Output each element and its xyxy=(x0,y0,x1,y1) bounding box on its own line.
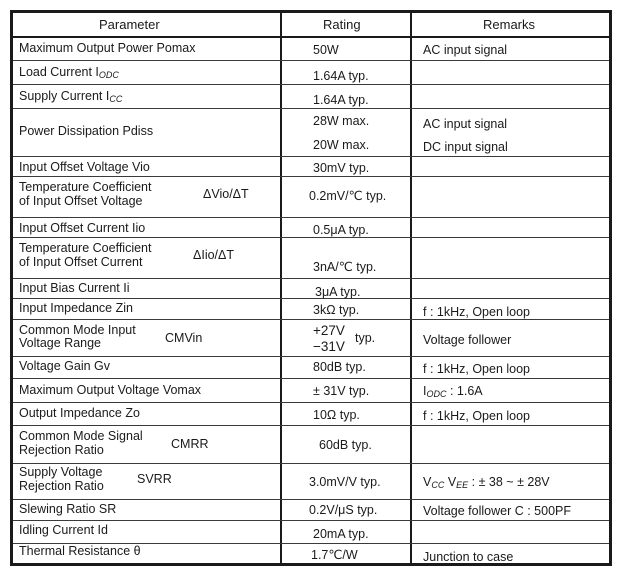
table-row: Idling Current Id 20mA typ. xyxy=(13,521,609,544)
table-row: Output Impedance Zo 10Ω typ. f : 1kHz, Open loop xyxy=(13,403,609,426)
table-row: Thermal Resistance θ 1.7℃/W Junction to case xyxy=(19,544,514,564)
table-row: Supply Current $I_{CC}$ 1.64A typ. xyxy=(13,85,609,109)
spec-table xyxy=(10,10,612,566)
table-row: Temperature Coefficient of Input Offset Voltage ΔVio/ΔT 0.2mV/℃ typ. xyxy=(13,177,609,218)
table-row: Input Impedance Zin 3kΩ typ. f : 1kHz, Open loop xyxy=(13,299,609,320)
table-row: Input Bias Current Ii 3μA typ. xyxy=(13,279,609,299)
table-header xyxy=(13,13,609,38)
table-row: Load Current $I_{ODC}$ 1.64A typ. xyxy=(13,61,609,85)
table-row: Maximum Output Power Pomax 50W AC input signal xyxy=(13,38,609,61)
table-row: Input Offset Current Iio 0.5μA typ. xyxy=(13,218,609,238)
table-row: Slewing Ratio SR 0.2V/μS typ. Voltage follower C : 500PF xyxy=(13,500,609,521)
table-row: Common Mode Signal Rejection Ratio CMRR 60dB typ. xyxy=(13,426,609,464)
table-row: Common Mode Input Voltage Range CMVin +27V −31V typ. Voltage follower xyxy=(13,320,609,357)
table-row: Voltage Gain Gv 80dB typ. f : 1kHz, Open loop xyxy=(13,357,609,379)
table-row: Maximum Output Voltage Vomax ± 31V typ. $I_{ODC}$ : 1.6A xyxy=(13,379,609,403)
table-row: Supply Voltage Rejection Ratio SVRR 3.0mV/V typ. $V_{CC}$ $V_{EE}$ : ± 38 ~ ± 28V xyxy=(13,464,609,500)
header-rating: Rating xyxy=(323,17,361,32)
header-remarks: Remarks xyxy=(483,17,536,32)
table-row: Input Offset Voltage Vio 30mV typ. xyxy=(13,157,609,177)
header-parameter: Parameter xyxy=(99,17,160,32)
table-row: Power Dissipation Pdiss 28W max. 20W max. AC input signal DC input signal xyxy=(13,109,609,157)
table-row: Temperature Coefficient of Input Offset Current ΔIio/ΔT 3nA/℃ typ. xyxy=(13,238,609,279)
